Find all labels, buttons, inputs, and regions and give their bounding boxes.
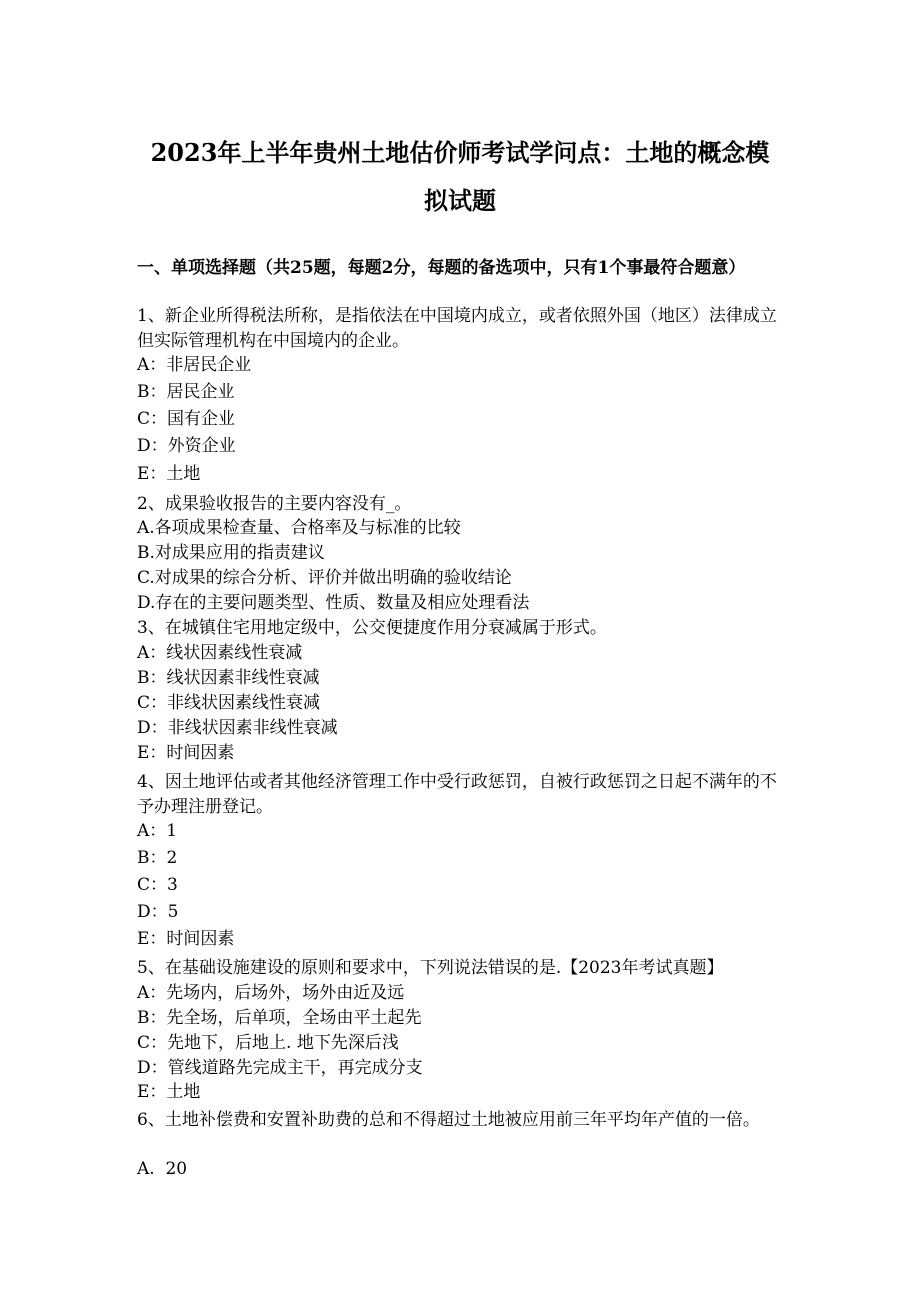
question-5-stem: 5、在基础设施建设的原则和要求中，下列说法错误的是.【2023年考试真题】 [137,958,724,978]
question-3-option-b: B：线状因素非线性衰减 [137,668,320,688]
question-4-option-a: A：1 [137,821,178,841]
document-title-line-2: 拟试题 [424,186,496,215]
question-2-option-b: B.对成果应用的指责建议 [137,543,325,563]
question-2-option-d: D.存在的主要问题类型、性质、数量及相应处理看法 [137,593,530,613]
question-1-stem: 1、新企业所得税法所称，是指依法在中国境内成立，或者依照外国（地区）法律成立但实际管理机构在中国境内的企业。 [137,306,777,351]
question-5-option-a: A：先场内，后场外，场外由近及远 [137,983,405,1003]
question-5-option-b: B：先全场，后单项，全场由平土起先 [137,1008,422,1028]
question-4-option-e: E：时间因素 [137,929,235,949]
question-2-option-a: A.各项成果检查量、合格率及与标准的比较 [137,518,461,538]
question-4-option-d: D：5 [137,902,179,922]
question-2-option-c: C.对成果的综合分析、评价并做出明确的验收结论 [137,568,512,588]
question-3-option-d: D：非线状因素非线性衰减 [137,718,338,738]
question-3-stem: 3、在城镇住宅用地定级中，公交便捷度作用分衰减属于形式。 [137,618,607,638]
question-4-stem: 4、因土地评估或者其他经济管理工作中受行政惩罚，自被行政惩罚之日起不满年的不予办理注册登记。 [137,772,777,817]
question-5-option-e: E：土地 [137,1082,201,1102]
question-2-stem: 2、成果验收报告的主要内容没有_。 [137,494,412,514]
question-3-option-c: C：非线状因素线性衰减 [137,693,321,713]
question-1-option-d: D：外资企业 [137,436,236,456]
section-heading: 一、单项选择题（共25题，每题2分，每题的备选项中，只有1个事最符合题意） [137,258,746,278]
question-5-option-c: C：先地下，后地上. 地下先深后浅 [137,1033,399,1053]
question-6-stem: 6、土地补偿费和安置补助费的总和不得超过土地被应用前三年平均年产值的一倍。 [137,1110,760,1130]
question-1-option-a: A：非居民企业 [137,355,252,375]
question-3-option-a: A：线状因素线性衰减 [137,643,303,663]
question-1-option-b: B：居民企业 [137,382,235,402]
question-5-option-d: D：管线道路先完成主干，再完成分支 [137,1058,423,1078]
question-6-option-a: A. 20 [137,1159,188,1179]
question-1-option-c: C：国有企业 [137,409,236,429]
question-4-option-b: B：2 [137,848,178,868]
document-title-line-1: 2023年上半年贵州土地估价师考试学问点：土地的概念模 [150,138,770,167]
question-4-option-c: C：3 [137,875,178,895]
question-1-option-e: E：土地 [137,464,201,484]
question-3-option-e: E：时间因素 [137,743,235,763]
